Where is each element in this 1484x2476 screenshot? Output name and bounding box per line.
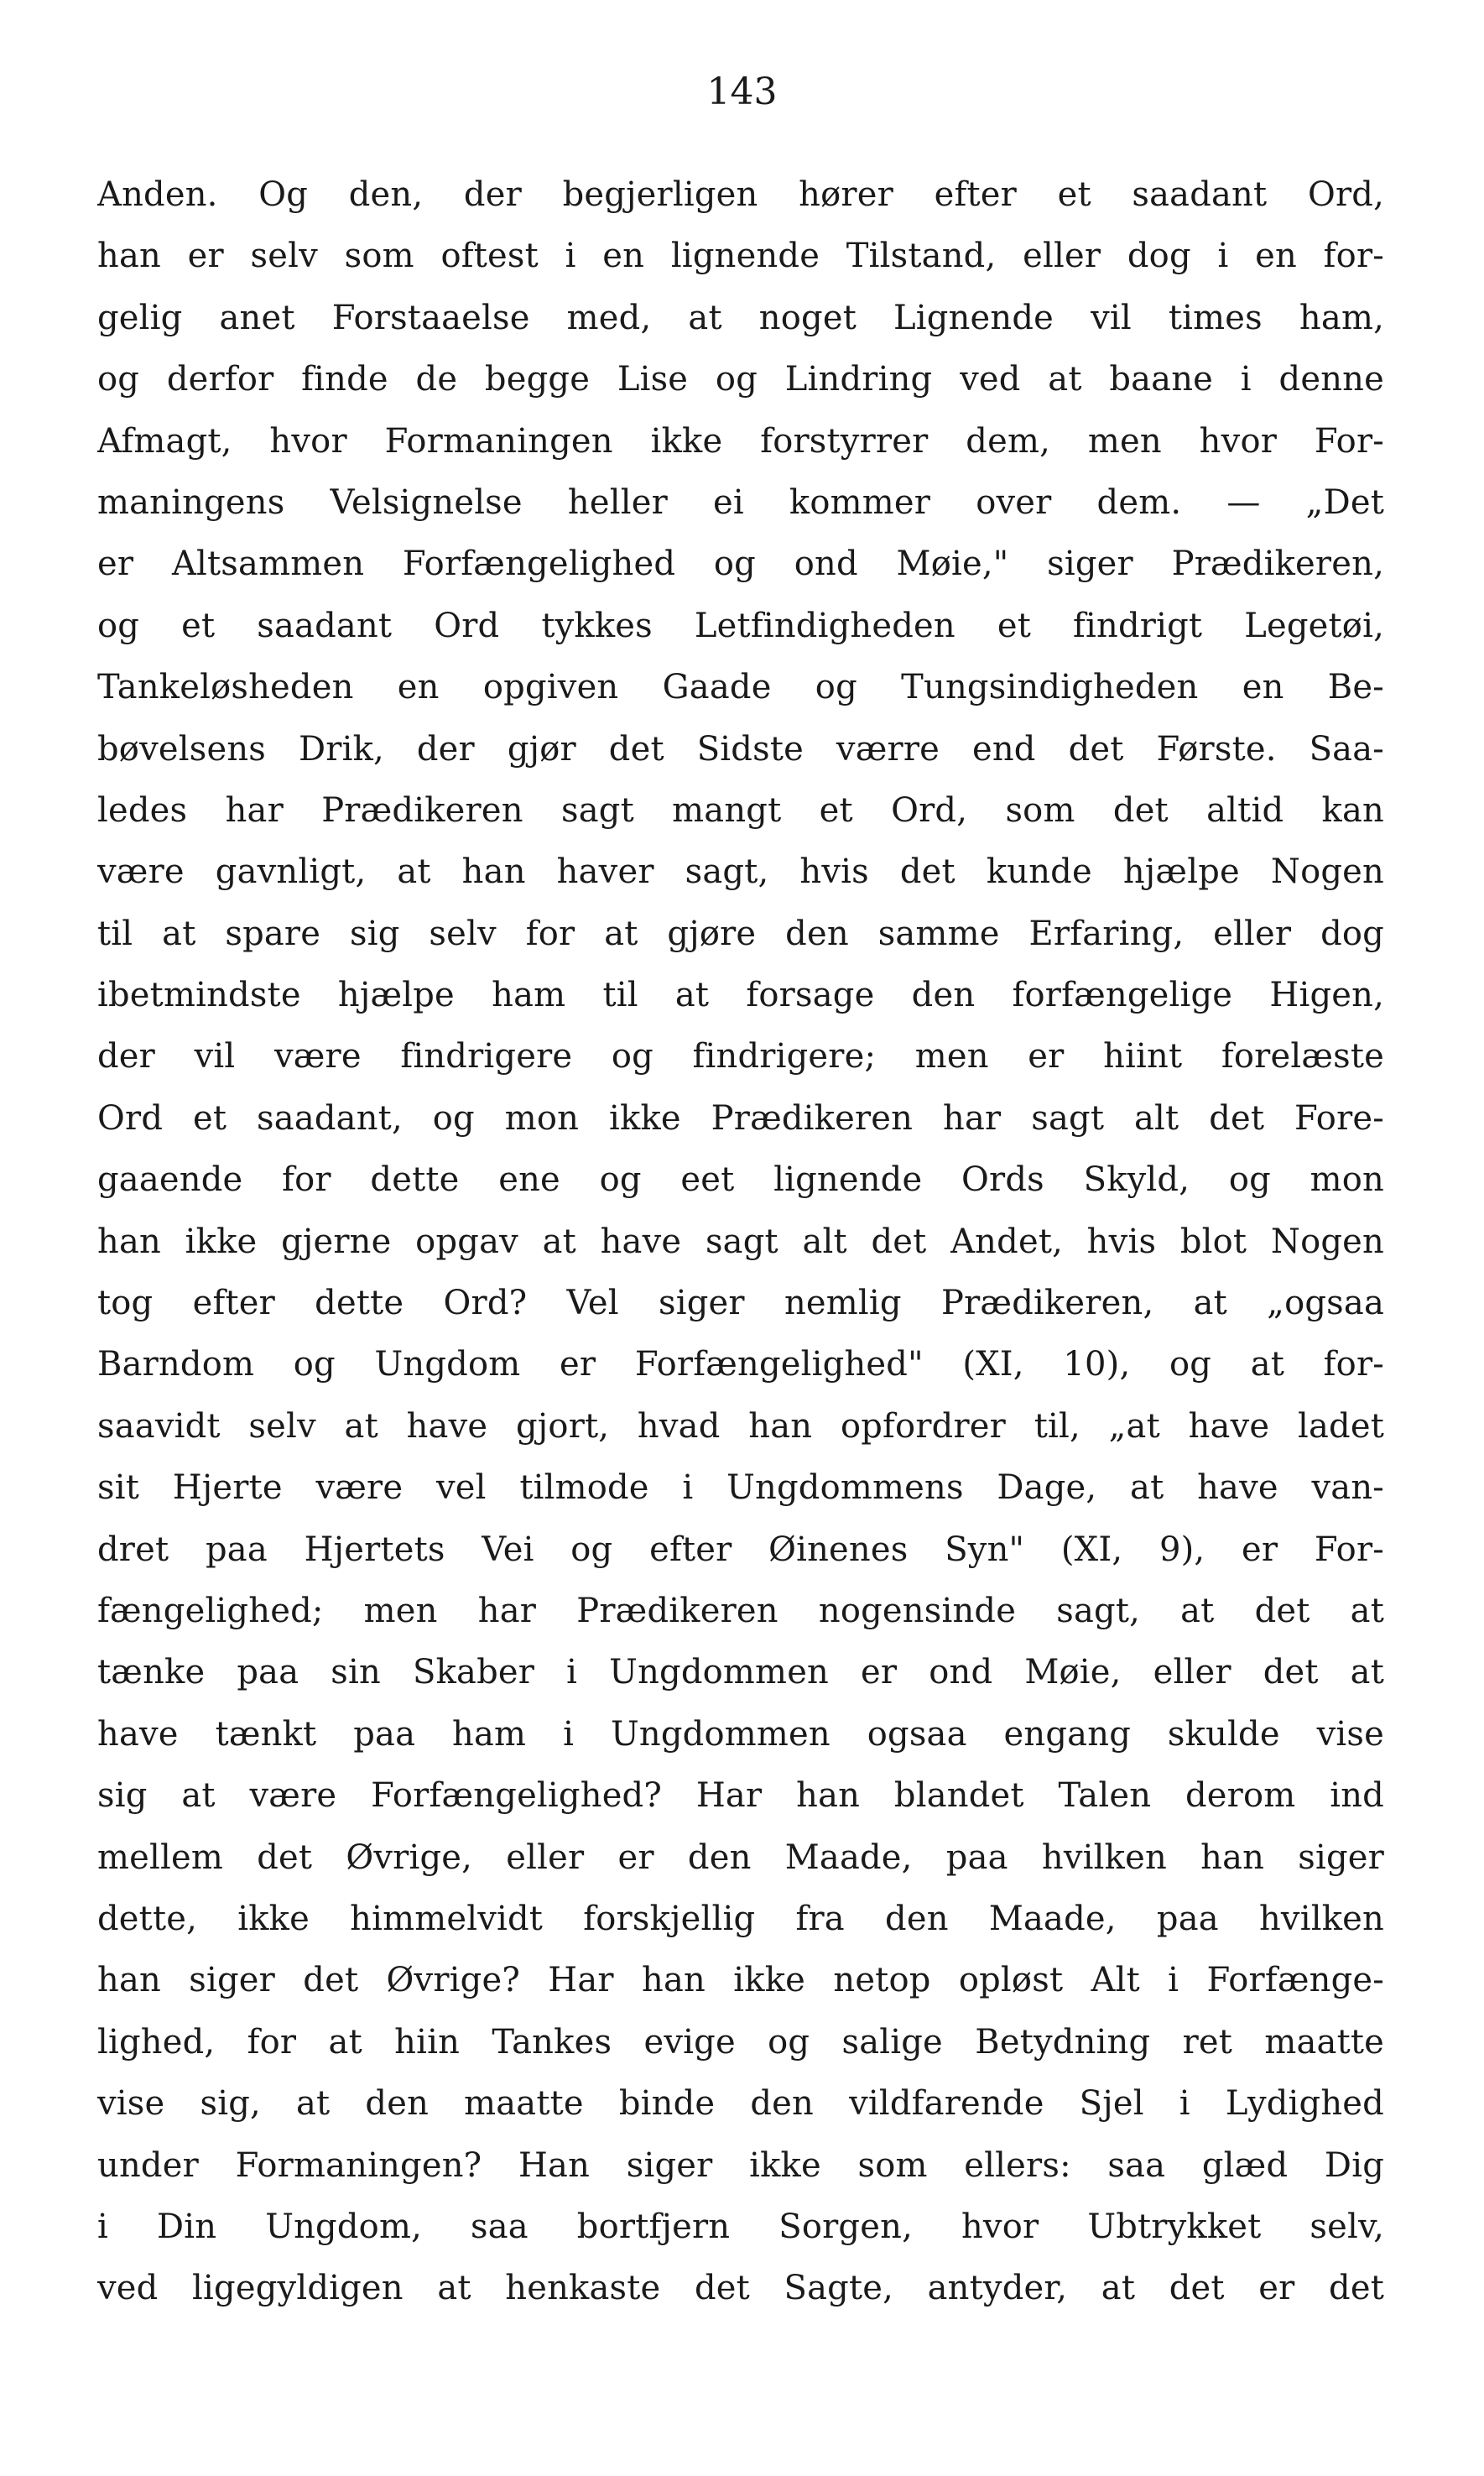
text-line: til at spare sig selv for at gjøre den samme Erfaring, eller dog bbox=[97, 914, 1384, 953]
text-line: gaaende for dette ene og eet lignende Ords Skyld, og mon bbox=[97, 1160, 1384, 1200]
text-line: han er selv som oftest i en lignende Tilstand, eller dog i en for- bbox=[97, 237, 1384, 276]
text-line: han ikke gjerne opgav at have sagt alt det Andet, hvis blot Nogen bbox=[97, 1222, 1384, 1261]
text-line: ibetmindste hjælpe ham til at forsage den forfængelige Higen, bbox=[97, 976, 1384, 1015]
text-line: fængelighed; men har Prædikeren nogensinde sagt, at det at bbox=[97, 1591, 1384, 1630]
text-line: i Din Ungdom, saa bortfjern Sorgen, hvor Ubtrykket selv, bbox=[97, 2207, 1384, 2246]
text-line: maningens Velsignelse heller ei kommer over dem. — „Det bbox=[97, 482, 1384, 522]
text-line: Barndom og Ungdom er Forfængelighed" (XI, 10), og at for- bbox=[97, 1345, 1384, 1384]
text-line: Ord et saadant, og mon ikke Prædikeren har sagt alt det Fore- bbox=[97, 1098, 1384, 1138]
text-line: Afmagt, hvor Formaningen ikke forstyrrer dem, men hvor For- bbox=[97, 421, 1384, 461]
text-line: dret paa Hjertets Vei og efter Øinenes Syn" (XI, 9), er For- bbox=[97, 1530, 1384, 1569]
text-line: være gavnligt, at han haver sagt, hvis det kunde hjælpe Nogen bbox=[97, 852, 1384, 892]
text-line: sit Hjerte være vel tilmode i Ungdommens Dage, at have van- bbox=[97, 1468, 1384, 1508]
body-text bbox=[97, 164, 1384, 2320]
text-line: sig at være Forfængelighed? Har han blandet Talen derom ind bbox=[97, 1776, 1384, 1816]
text-line: saavidt selv at have gjort, hvad han opfordrer til, „at have ladet bbox=[97, 1406, 1384, 1446]
text-line: gelig anet Forstaaelse med, at noget Lignende vil times ham, bbox=[97, 298, 1384, 337]
text-line: der vil være findrigere og findrigere; men er hiint forelæste bbox=[97, 1037, 1384, 1076]
text-line: under Formaningen? Han siger ikke som ellers: saa glæd Dig bbox=[97, 2145, 1384, 2185]
text-line: og et saadant Ord tykkes Letfindigheden et findrigt Legetøi, bbox=[97, 606, 1384, 645]
text-line: Tankeløsheden en opgiven Gaade og Tungsindigheden en Be- bbox=[97, 668, 1384, 707]
text-line: ledes har Prædikeren sagt mangt et Ord, som det altid kan bbox=[97, 790, 1384, 830]
text-line: Anden. Og den, der begjerligen hører efter et saadant Ord, bbox=[97, 175, 1384, 214]
text-line: tænke paa sin Skaber i Ungdommen er ond Møie, eller det at bbox=[97, 1653, 1384, 1692]
text-line: mellem det Øvrige, eller er den Maade, paa hvilken han siger bbox=[97, 1837, 1384, 1877]
text-line: bøvelsens Drik, der gjør det Sidste værre end det Første. Saa- bbox=[97, 729, 1384, 769]
page-number: 143 bbox=[706, 70, 778, 113]
text-line: han siger det Øvrige? Har han ikke netop opløst Alt i Forfænge- bbox=[97, 1961, 1384, 2000]
text-line: have tænkt paa ham i Ungdommen ogsaa engang skulde vise bbox=[97, 1714, 1384, 1754]
text-line: ved ligegyldigen at henkaste det Sagte, antyder, at det er det bbox=[97, 2269, 1384, 2308]
text-line: dette, ikke himmelvidt forskjellig fra den Maade, paa hvilken bbox=[97, 1899, 1384, 1938]
text-line: vise sig, at den maatte binde den vildfarende Sjel i Lydighed bbox=[97, 2084, 1384, 2124]
text-line: lighed, for at hiin Tankes evige og salige Betydning ret maatte bbox=[97, 2022, 1384, 2062]
text-line: er Altsammen Forfængelighed og ond Møie," siger Prædikeren, bbox=[97, 545, 1384, 584]
text-line: tog efter dette Ord? Vel siger nemlig Prædikeren, at „ogsaa bbox=[97, 1284, 1384, 1323]
text-line: og derfor finde de begge Lise og Lindring ved at baane i denne bbox=[97, 360, 1384, 399]
